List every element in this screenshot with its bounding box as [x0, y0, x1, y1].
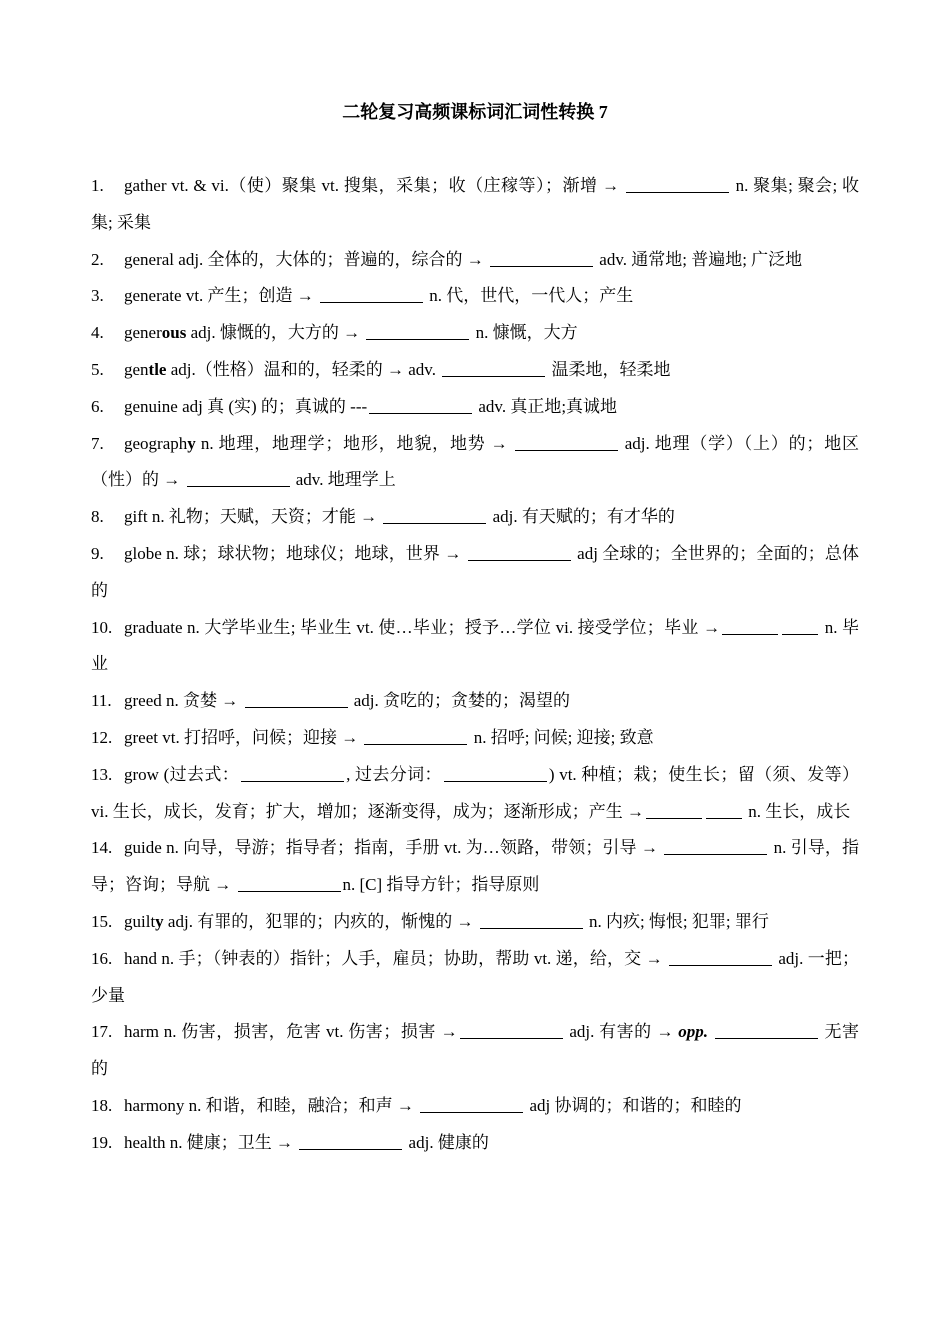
- answer-blank-continued[interactable]: [706, 801, 742, 819]
- answer-blank[interactable]: [238, 874, 341, 892]
- list-item: 6. genuine adj 真 (实) 的；真诚的 --- adv. 真正地;真诚地: [91, 396, 618, 416]
- list-item: 12. greet vt. 打招呼，问候；迎接 → n. 招呼; 问候; 迎接; 致意: [91, 727, 654, 747]
- answer-blank[interactable]: [320, 285, 423, 303]
- answer-blank[interactable]: [460, 1021, 563, 1039]
- answer-blank[interactable]: [669, 948, 772, 966]
- list-item: 10. graduate n. 大学毕业生; 毕业生 vt. 使…毕业；授予…学位 vi. 接受学位；毕业 → n. 毕业: [91, 617, 859, 674]
- answer-blank[interactable]: [722, 617, 778, 635]
- list-item: 17. harm n. 伤害，损害，危害 vt. 伤害；损害 → adj. 有害的 → opp. 无害的: [91, 1022, 860, 1079]
- answer-blank[interactable]: [241, 764, 344, 782]
- answer-blank[interactable]: [383, 506, 486, 524]
- answer-blank-continued[interactable]: [782, 617, 818, 635]
- answer-blank[interactable]: [364, 727, 467, 745]
- list-item: 5. gentle adj.（性格）温和的，轻柔的 → adv. 温柔地，轻柔地: [91, 359, 671, 379]
- list-item: 19. health n. 健康；卫生 → adj. 健康的: [91, 1132, 489, 1152]
- list-item: 11. greed n. 贪婪 → adj. 贪吃的；贪婪的；渴望的: [91, 691, 571, 711]
- answer-blank[interactable]: [646, 801, 702, 819]
- answer-blank[interactable]: [442, 359, 545, 377]
- list-item: 13. grow (过去式： , 过去分词： ) vt. 种植；栽；使生长；留（须、发等）vi. 生长，成长，发育；扩大，增加；逐渐变得，成为；逐渐形成；产生 → n. 生长，成长: [91, 764, 859, 821]
- list-item: 1. gather vt. & vi.（使）聚集 vt. 搜集，采集；收（庄稼等）；渐增 → n. 聚集; 聚会; 收集; 采集: [91, 176, 859, 232]
- list-item: 4. generous adj. 慷慨的，大方的 → n. 慷慨，大方: [91, 323, 578, 343]
- answer-blank[interactable]: [664, 837, 767, 855]
- answer-blank[interactable]: [366, 322, 469, 340]
- answer-blank[interactable]: [468, 543, 571, 561]
- answer-blank[interactable]: [490, 249, 593, 267]
- answer-blank[interactable]: [444, 764, 547, 782]
- list-item: 3. generate vt. 产生；创造 → n. 代，世代，一代人；产生: [91, 286, 634, 306]
- list-item: 15. guilty adj. 有罪的，犯罪的；内疚的，惭愧的 → n. 内疚; 悔恨; 犯罪; 罪行: [91, 911, 769, 931]
- answer-blank[interactable]: [245, 690, 348, 708]
- answer-blank[interactable]: [420, 1095, 523, 1113]
- answer-blank[interactable]: [369, 396, 472, 414]
- answer-blank[interactable]: [480, 911, 583, 929]
- list-item: 14. guide n. 向导，导游；指导者；指南，手册 vt. 为…领路，带领；引导 → n. 引导，指导；咨询；导航 → n. [C] 指导方针；指导原则: [91, 838, 860, 895]
- list-item: 8. gift n. 礼物；天赋，天资；才能 → adj. 有天赋的；有才华的: [91, 507, 675, 527]
- answer-blank[interactable]: [715, 1021, 818, 1039]
- answer-blank[interactable]: [299, 1132, 402, 1150]
- list-item: 9. globe n. 球；球状物；地球仪；地球，世界 → adj 全球的；全世界的；全面的；总体的: [91, 543, 859, 600]
- list-item: 2. general adj. 全体的，大体的；普遍的，综合的 → adv. 通常地; 普遍地; 广泛地: [91, 249, 803, 269]
- list-item: 16. hand n. 手；（钟表的）指针；人手，雇员；协助，帮助 vt. 递，给，交 → adj. 一把；少量: [91, 948, 859, 1005]
- list-item: 7. geography n. 地理，地理学；地形，地貌，地势 → adj. 地理（学）（上）的；地区（性）的 → adv. 地理学上: [91, 433, 860, 490]
- page-title: 二轮复习高频课标词汇词性转换 7: [342, 102, 608, 122]
- answer-blank[interactable]: [626, 175, 729, 193]
- answer-blank[interactable]: [187, 469, 290, 487]
- answer-blank[interactable]: [515, 433, 618, 451]
- list-item: 18. harmony n. 和谐，和睦，融洽；和声 → adj 协调的；和谐的；和睦的: [91, 1095, 742, 1115]
- vocab-list: [91, 168, 859, 1162]
